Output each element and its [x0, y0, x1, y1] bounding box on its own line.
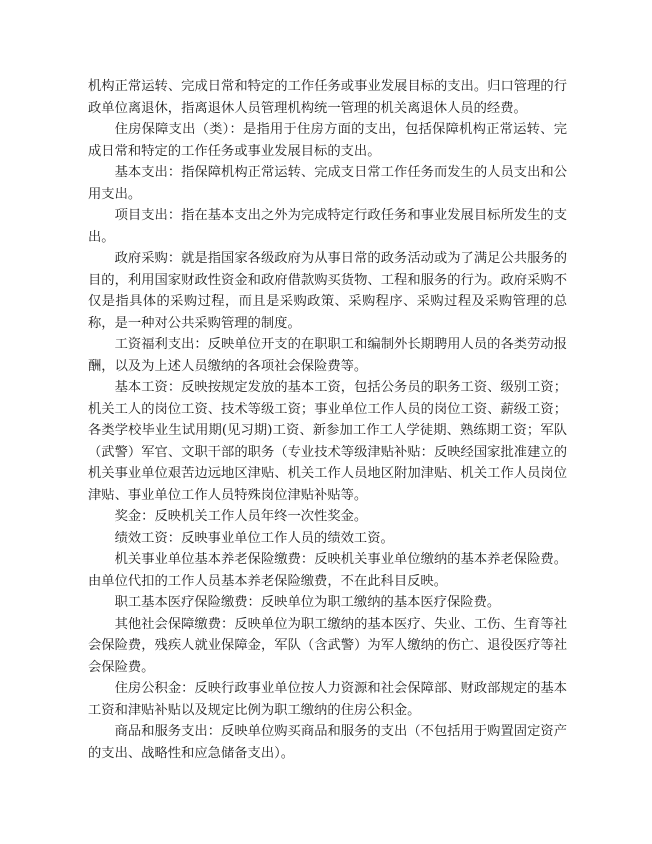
paragraph-performance-wage: 绩效工资：反映事业单位工作人员的绩效工资。 — [114, 530, 394, 546]
paragraph-goods-and-services-expenditure: 商品和服务支出：反映单位购买商品和服务的支出（不包括用于购置固定资产的支出、战略性和应急储备支出）。 — [88, 724, 567, 761]
paragraph-basic-expenditure: 基本支出：指保障机构正常运转、完成支日常工作任务而发生的人员支出和公用支出。 — [88, 165, 567, 202]
paragraph-wage-welfare-expenditure: 工资福利支出：反映单位开支的在职职工和编制外长期聘用人员的各类劳动报酬，以及为上述人员缴纳的各项社会保险费等。 — [88, 337, 567, 374]
paragraph-government-procurement: 政府采购：就是指国家各级政府为从事日常的政务活动或为了满足公共服务的目的，利用国家财政性资金和政府借款购买货物、工程和服务的行为。政府采购不仅是指具体的采购过程，而且是采购政策、采购程序、采购过程及采购管理的总称，是一种对公共采购管理的制度。 — [88, 251, 567, 331]
paragraph-continuation: 机构正常运转、完成日常和特定的工作任务或事业发展目标的支出。归口管理的行政单位离退休，指离退休人员管理机构统一管理的机关离退休人员的经费。 — [88, 79, 567, 116]
document-text-block — [88, 76, 567, 764]
paragraph-project-expenditure: 项目支出：指在基本支出之外为完成特定行政任务和事业发展目标所发生的支出。 — [88, 208, 567, 245]
paragraph-basic-pension-contribution: 机关事业单位基本养老保险缴费：反映机关事业单位缴纳的基本养老保险费。由单位代扣的工作人员基本养老保险缴费，不在此科目反映。 — [88, 552, 567, 589]
paragraph-housing-provident-fund: 住房公积金：反映行政事业单位按人力资源和社会保障部、财政部规定的基本工资和津贴补贴以及规定比例为职工缴纳的住房公积金。 — [88, 681, 567, 718]
paragraph-bonus: 奖金：反映机关工作人员年终一次性奖金。 — [114, 509, 368, 524]
paragraph-housing-security-expenditure: 住房保障支出（类）：是指用于住房方面的支出，包括保障机构正常运转、完成日常和特定的工作任务或事业发展目标的支出。 — [88, 122, 567, 159]
paragraph-basic-medical-insurance-contribution: 职工基本医疗保险缴费：反映单位为职工缴纳的基本医疗保险费。 — [114, 595, 501, 610]
paragraph-basic-wage: 基本工资：反映按规定发放的基本工资，包括公务员的职务工资、级别工资；机关工人的岗位工资、技术等级工资；事业单位工作人员的岗位工资、薪级工资；各类学校毕业生试用期(见习期)工资、新参加工作工人学徒期、熟练期工资；军队（武警）军官、文职干部的职务（专业技术等级津贴补贴：反映经国家批准建立的机关事业单位艰苦边远地区津贴、机关工作人员地区附加津贴、机关工作人员岗位津贴、事业单位工作人员特殊岗位津贴补贴等。 — [88, 380, 567, 503]
paragraph-other-social-security-contribution: 其他社会保障缴费：反映单位为职工缴纳的基本医疗、失业、工伤、生育等社会保险费，残疾人就业保障金，军队（含武警）为军人缴纳的伤亡、退役医疗等社会保险费。 — [88, 616, 567, 675]
